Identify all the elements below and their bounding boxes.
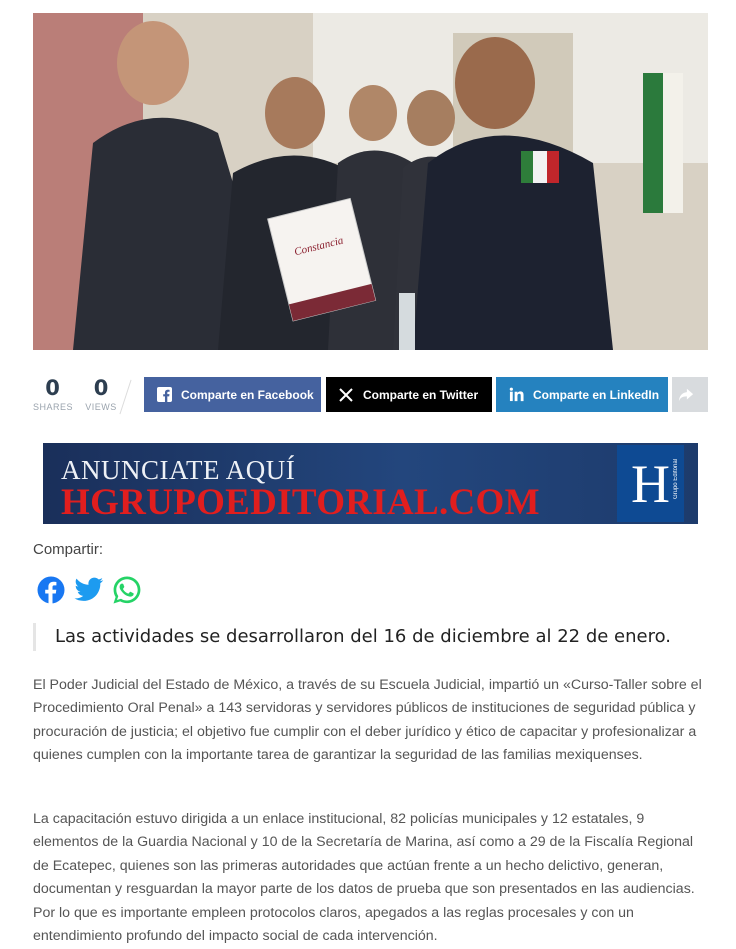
article-lead-quote: Las actividades se desarrollaron del 16 de diciembre al 22 de enero.: [33, 623, 708, 651]
logo-subtext: Grupo Editorial: [673, 459, 679, 500]
share-bar: [33, 375, 708, 415]
views-label: VIEWS: [85, 402, 117, 412]
compartir-label: Compartir:: [33, 541, 104, 558]
share-more-button[interactable]: [672, 377, 708, 412]
linkedin-icon: [508, 387, 524, 403]
ad-banner[interactable]: [43, 443, 698, 524]
shares-count: 0: [45, 376, 60, 400]
ad-banner-line1: ANUNCIATE AQUÍ: [61, 455, 296, 485]
shares-label: SHARES: [33, 402, 74, 412]
share-linkedin-label: Comparte en LinkedIn: [533, 387, 660, 402]
ceremony-photo-illustration: [33, 13, 708, 350]
twitter-icon[interactable]: [74, 575, 104, 605]
whatsapp-icon[interactable]: [112, 575, 142, 605]
share-facebook-label: Comparte en Facebook: [181, 387, 314, 402]
certificate-text: Constancia: [293, 234, 345, 259]
views-count: 0: [93, 376, 109, 400]
share-twitter-label: Comparte en Twitter: [363, 387, 479, 402]
counter-divider: [119, 380, 131, 415]
article-paragraph: El Poder Judicial del Estado de México, a través de su Escuela Judicial, impartió un «Curso-Taller sobre el Procedimiento Oral Penal» a 143 servidoras y servidores públicos de instituciones de seguridad pública y procuración de justicia; el objetivo fue cumplir con el deber jurídico y ético de capacitar y profesionalizar a quienes cumplen con la importante tarea de garantizar la seguridad de las familias mexiquenses.: [33, 677, 702, 764]
share-twitter-button[interactable]: [326, 377, 492, 412]
logo-letter: H: [631, 453, 670, 514]
share-arrow-icon: [678, 387, 694, 403]
facebook-icon[interactable]: [36, 575, 66, 605]
x-icon: [338, 387, 354, 403]
article-paragraph: La capacitación estuvo dirigida a un enlace institucional, 82 policías municipales y 12 estatales, 9 elementos de la Guardia Nacional y 10 de la Secretaría de Marina, así como a 29 de la Fiscalía Regional de Ecatepec, quienes son las primeras autoridades que actúan frente a un hecho delictivo, generan, documentan y resguardan la mayor parte de los datos de prueba que son presentados en las audiencias. Por lo que es importante empleen protocolos claros, apegados a las reglas procesales y con un entendimiento profundo del impacto social de cada intervención.: [33, 811, 695, 945]
hgrupo-logo: [617, 445, 684, 522]
share-linkedin-button[interactable]: [496, 377, 668, 412]
views-counter: [84, 375, 118, 413]
ad-banner-line2: HGRUPOEDITORIAL.COM: [61, 482, 540, 523]
featured-photo: [33, 13, 708, 350]
social-share-icons: [36, 575, 142, 605]
share-facebook-button[interactable]: [144, 377, 321, 412]
shares-counter: [33, 375, 72, 413]
facebook-icon: [156, 387, 172, 403]
